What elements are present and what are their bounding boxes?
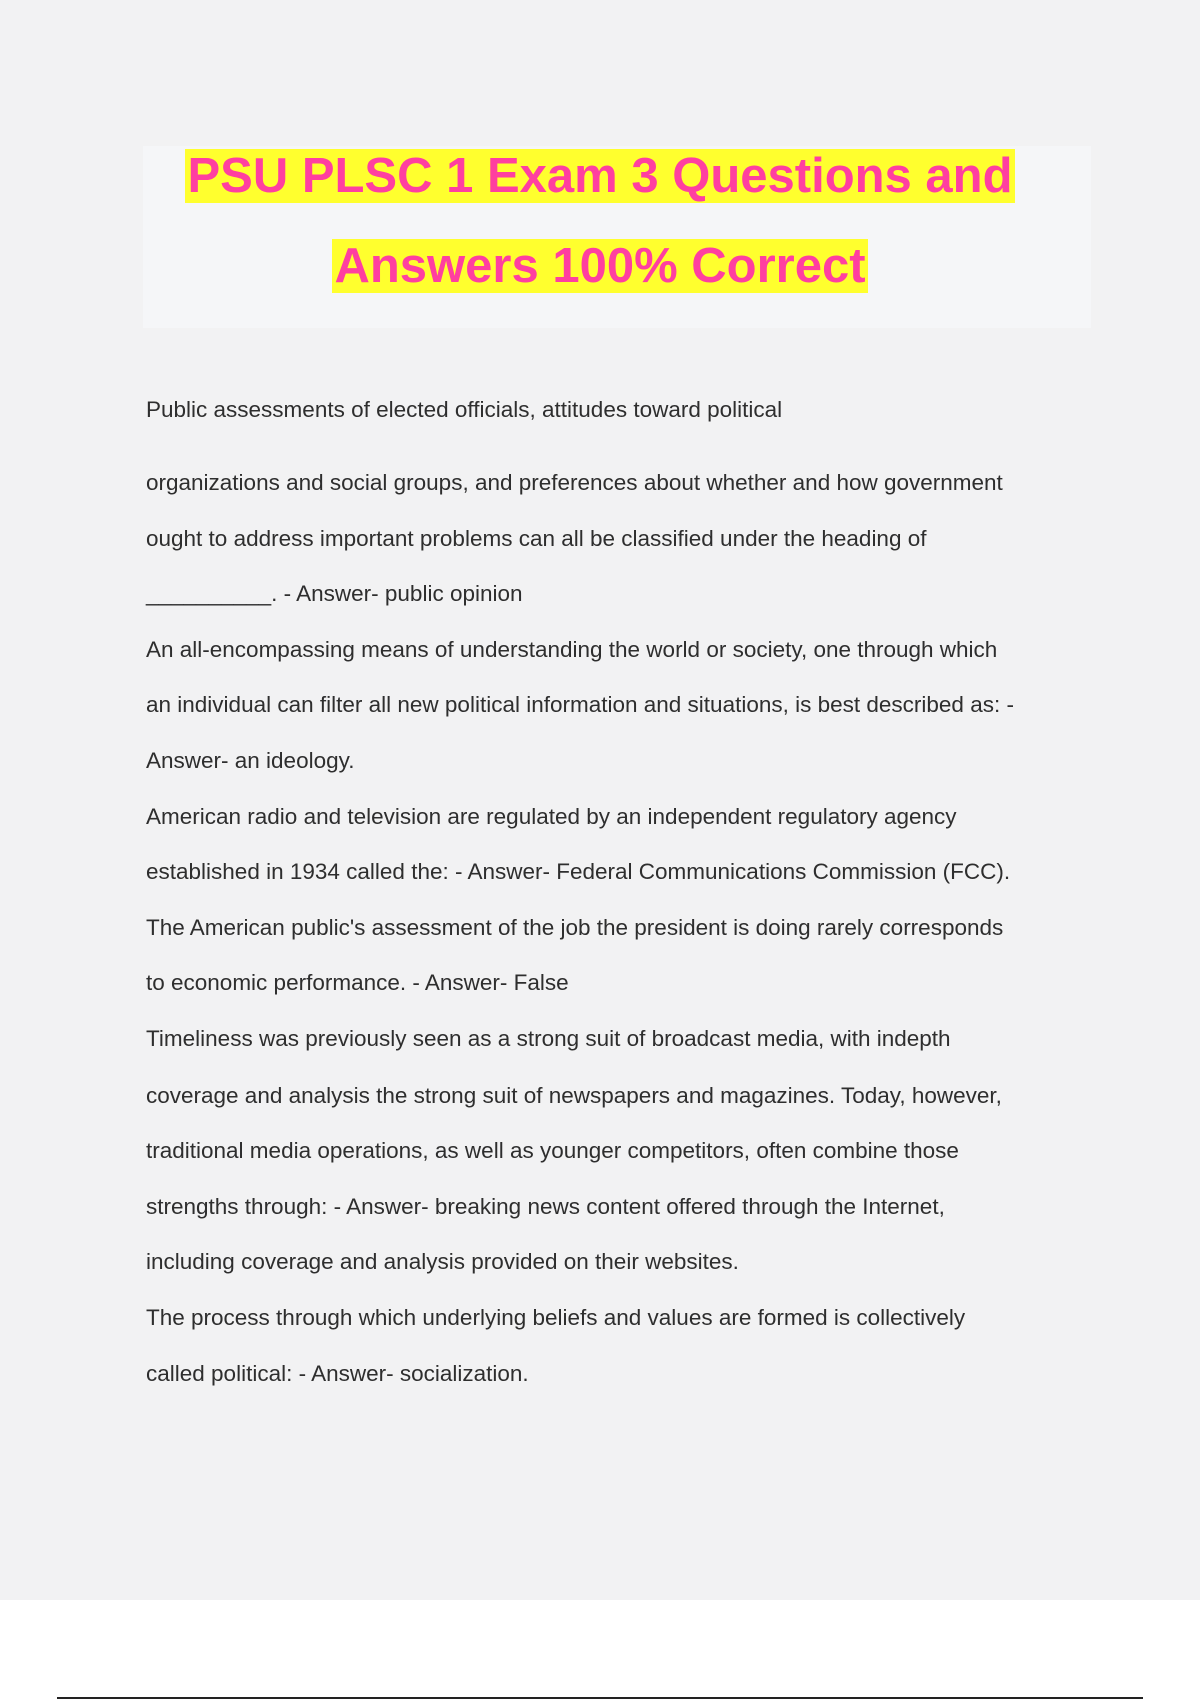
text-line: Answer- an ideology. [146,748,355,773]
text-line: The process through which underlying beliefs and values are formed is collectively [146,1305,966,1330]
text-line: American radio and television are regulated by an independent regulatory agency [146,804,957,829]
text-line: traditional media operations, as well as younger competitors, often combine those [146,1138,959,1163]
document-title-line-2 [0,236,1200,296]
text-line: to economic performance. - Answer- False [146,970,569,995]
text-line: an individual can filter all new political information and situations, is best described as: - [146,692,1014,717]
text-line: The American public's assessment of the job the president is doing rarely corresponds [146,915,1004,940]
text-line: Timeliness was previously seen as a strong suit of broadcast media, with indepth [146,1026,951,1051]
text-line: __________. - Answer- public opinion [146,581,523,606]
title-highlight: PSU PLSC 1 Exam 3 Questions and [187,149,1013,203]
document-title-line-1 [0,146,1200,206]
text-line: established in 1934 called the: - Answer- Federal Communications Commission (FCC). [146,859,1011,884]
text-line: organizations and social groups, and preferences about whether and how government [146,470,1003,495]
text-line: Public assessments of elected officials, attitudes toward political [146,397,783,422]
text-line: ought to address important problems can all be classified under the heading of [146,526,927,551]
text-line: including coverage and analysis provided on their websites. [146,1249,739,1274]
text-line: An all-encompassing means of understanding the world or society, one through which [146,637,998,662]
text-line: coverage and analysis the strong suit of newspapers and magazines. Today, however, [146,1083,1002,1108]
text-line: strengths through: - Answer- breaking news content offered through the Internet, [146,1194,945,1219]
text-line: called political: - Answer- socialization. [146,1361,529,1386]
footer-divider [57,1697,1143,1699]
title-highlight: Answers 100% Correct [334,239,866,293]
